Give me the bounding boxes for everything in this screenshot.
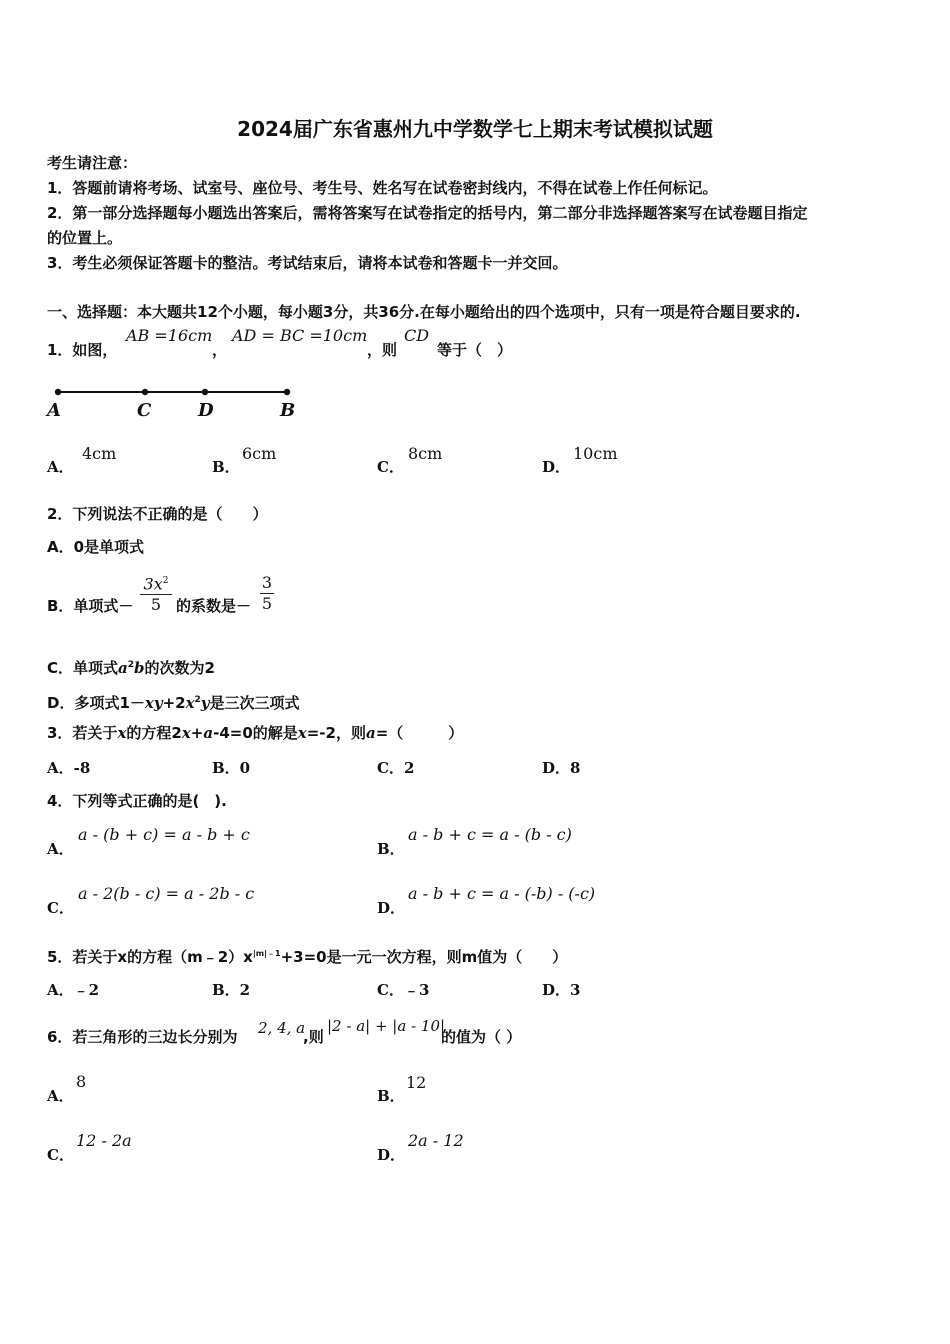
q1-then: ，则 — [367, 341, 398, 359]
q1-option-a-label: A． — [47, 458, 74, 476]
q2-c-prefix: C．单项式 — [47, 659, 119, 677]
q1-suffix: 等于（ ） — [437, 341, 513, 359]
q6-option-b-label: B． — [377, 1087, 405, 1105]
q1-option-b-label: B． — [212, 458, 240, 476]
q2-fraction-3-5 — [260, 573, 274, 614]
q6-abs-expr: |2 - a| + |a - 10| — [327, 1017, 446, 1035]
q1-option-d-label: D． — [542, 458, 571, 476]
q2-fraction-3x2-5 — [140, 571, 172, 615]
q4-option-b-label: B． — [377, 840, 405, 858]
q1-option-a-value: 4cm — [82, 444, 117, 463]
q4-stem: 4．下列等式正确的是( ). — [47, 792, 227, 810]
q2-d-mid: +2 — [162, 694, 186, 712]
q6-option-b-value: 12 — [406, 1073, 427, 1092]
q3-var-x: x — [117, 724, 127, 742]
point-label-b: B — [280, 400, 296, 421]
q5-stem — [47, 944, 567, 967]
notice-item: 2．第一部分选择题每小题选出答案后，需将答案写在试卷指定的括号内，第二部分非选择题答案写在试卷题目指定 — [47, 204, 808, 222]
q6-option-a-label: A． — [47, 1087, 74, 1105]
q2-option-c — [47, 655, 215, 678]
notice-heading: 考生请注意： — [47, 154, 138, 172]
point-label-d: D — [198, 400, 214, 421]
q3-stem-part: + — [190, 724, 204, 742]
q2-d-xy: xy — [144, 694, 163, 712]
q2-d-x: x — [185, 694, 195, 712]
q1-adbc-expr: AD = BC =10cm — [232, 326, 368, 345]
q5-option-c: C．﹣3 — [377, 981, 430, 999]
q3-stem — [47, 723, 463, 743]
q3-stem-part: =-2，则 — [306, 724, 366, 742]
q2-c-suffix: 的次数为2 — [144, 659, 215, 677]
q3-stem-part: 3．若关于 — [47, 724, 118, 742]
q4-option-b-expr: a - b + c = a - (b - c) — [408, 825, 572, 844]
q2-frac-num: 3x — [143, 574, 163, 594]
q3-option-b: B．0 — [212, 759, 251, 777]
q3-option-d: D．8 — [542, 759, 581, 777]
q3-stem-part: 的方程2 — [126, 724, 182, 742]
q5-option-d: D．3 — [542, 981, 581, 999]
notice-item: 1．答题前请将考场、试室号、座位号、考生号、姓名写在试卷密封线内，不得在试卷上作任何标记。 — [47, 179, 718, 197]
q4-option-a-label: A． — [47, 840, 74, 858]
page-title: 2024届广东省惠州九中学数学七上期末考试模拟试题 — [237, 117, 713, 141]
q5-stem-part: 5．若关于x的方程（m﹣2）x — [47, 948, 253, 966]
q3-var-a: a — [365, 724, 376, 742]
q6-option-a-value: 8 — [76, 1072, 87, 1091]
q2-d-suffix: 是三次三项式 — [209, 694, 300, 712]
q2-option-b-mid: 的系数是－ — [176, 597, 252, 615]
q2-stem: 2．下列说法不正确的是（ ） — [47, 505, 268, 523]
q1-comma: ， — [212, 341, 228, 359]
q2-option-d — [47, 690, 300, 713]
point-b-dot — [284, 389, 290, 395]
q2-d-exp: 2 — [194, 695, 201, 705]
q2-c-var-b: b — [134, 659, 145, 677]
q6-then: ,则 — [303, 1028, 324, 1046]
point-label-c: C — [137, 400, 152, 421]
notice-item: 3．考生必须保证答题卡的整洁。考试结束后，请将本试卷和答题卡一并交回。 — [47, 254, 568, 272]
q1-option-b-value: 6cm — [242, 444, 277, 463]
q4-option-d-expr: a - b + c = a - (-b) - (-c) — [408, 884, 596, 903]
q6-option-d-label: D． — [377, 1146, 406, 1164]
point-label-a: A — [47, 400, 61, 421]
q2-c-var-a: a — [118, 659, 128, 677]
q2-option-b-prefix: B．单项式－ — [47, 597, 134, 615]
q6-sides: 2, 4, a — [258, 1019, 306, 1037]
point-a-dot — [55, 389, 61, 395]
q4-option-c-expr: a - 2(b - c) = a - 2b - c — [78, 884, 255, 903]
q6-suffix: 的值为（ ） — [441, 1028, 522, 1046]
q5-exponent: |m|﹣1 — [252, 949, 281, 958]
point-d-dot — [202, 389, 208, 395]
q6-option-d-value: 2a - 12 — [408, 1131, 464, 1150]
q2-frac2-den: 5 — [261, 594, 273, 613]
point-c-dot — [142, 389, 148, 395]
q1-option-d-value: 10cm — [573, 444, 618, 463]
q3-var-x: x — [181, 724, 191, 742]
q5-option-a: A．﹣2 — [47, 981, 100, 999]
q6-option-c-value: 12 - 2a — [76, 1131, 132, 1150]
section-heading: 一、选择题：本大题共12个小题，每小题3分，共36分.在每小题给出的四个选项中，只有一项是符合题目要求的. — [47, 303, 801, 321]
q3-var-a: a — [203, 724, 214, 742]
q2-frac-exp: 2 — [162, 576, 169, 586]
q1-ab-expr: AB =16cm — [126, 326, 213, 345]
q1-segment-figure — [44, 382, 304, 426]
q1-cd-expr: CD — [404, 326, 430, 345]
q3-stem-part: -4=0的解是 — [213, 724, 298, 742]
q1-option-c-value: 8cm — [408, 444, 443, 463]
q2-frac-den: 5 — [150, 595, 162, 615]
q2-c-exp: 2 — [127, 660, 135, 670]
q3-option-c: C．2 — [377, 759, 415, 777]
q4-option-d-label: D． — [377, 899, 406, 917]
q2-d-prefix: D．多项式1－ — [47, 694, 145, 712]
q1-option-c-label: C． — [377, 458, 404, 476]
notice-item: 的位置上。 — [47, 229, 123, 247]
q6-stem-prefix: 6．若三角形的三边长分别为 — [47, 1028, 238, 1046]
q3-option-a: A．-8 — [47, 759, 91, 777]
q4-option-c-label: C． — [47, 899, 74, 917]
q2-option-a: A．0是单项式 — [47, 538, 145, 556]
q2-d-y: y — [200, 694, 210, 712]
q5-stem-part: +3=0是一元一次方程，则m值为（ ） — [280, 948, 568, 966]
q3-var-x: x — [297, 724, 307, 742]
q3-stem-part: =（ ） — [375, 724, 464, 742]
q1-prefix: 1．如图， — [47, 341, 118, 359]
q2-frac2-num: 3 — [261, 573, 273, 592]
q6-option-c-label: C． — [47, 1146, 74, 1164]
q4-option-a-expr: a - (b + c) = a - b + c — [78, 825, 250, 844]
q5-option-b: B．2 — [212, 981, 251, 999]
